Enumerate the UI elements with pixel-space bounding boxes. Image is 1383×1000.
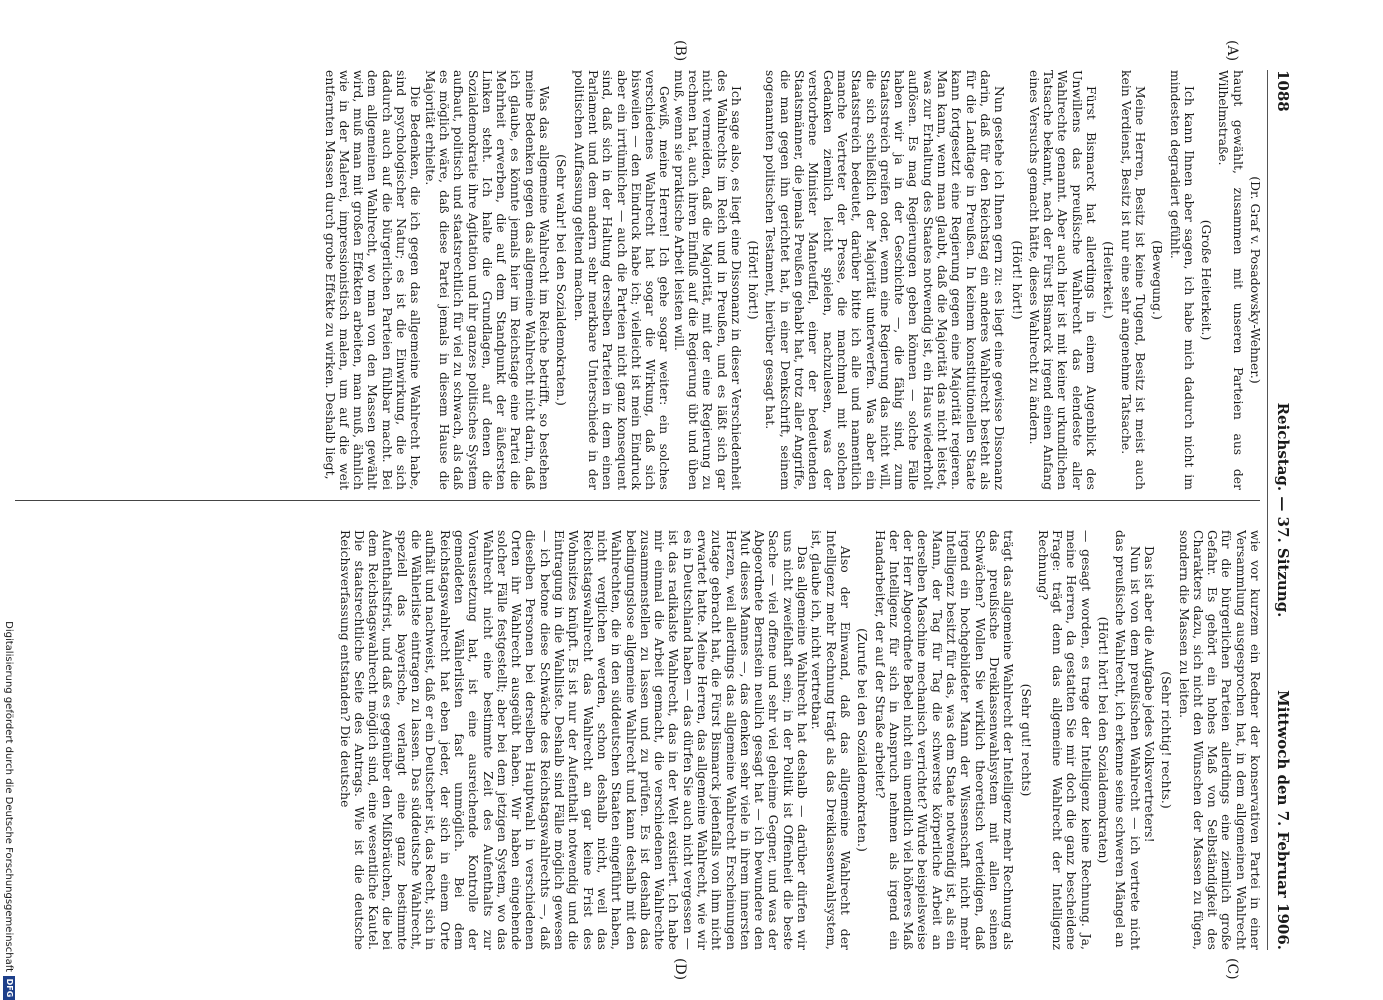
session-title: Reichstag. — 37. Sitzung.: [1274, 402, 1292, 618]
dfg-logo: DFG: [3, 976, 15, 1000]
paragraph: Was das allgemeine Wahlrecht im Reiche betrifft, so bestehen meine Bedenken gegen das allgemeine Wahlrecht nicht darin, daß ich glaube, es könnte jemals hier im Reichstage eine Partei die Mehrheit erwerben, die auf dem Standpunkt der äußersten Linken steht. Ich halte die Grundlagen, auf denen die Sozialdemokratie ihre Agitation und ihr ganzes politisches System aufbaut, politisch und staatsrechtlich für viel zu schwach, als daß es möglich wäre, daß diese Partei jemals in diesem Hause die Majorität erhielte.: [422, 70, 552, 490]
reaction: (Hört! hört!): [746, 240, 761, 320]
reaction: (Heiterkeit.): [1101, 241, 1116, 319]
credit-text: Digitalisierung gefördert durch die Deutsche Forschungsgemeinschaft: [3, 621, 14, 972]
reaction: (Hört! hört! bei den Sozialdemokraten): [1096, 616, 1111, 864]
margin-marker-d: (D): [672, 958, 688, 981]
page-header: [1270, 70, 1292, 950]
margin-marker-a: (A): [1224, 40, 1240, 62]
page-number: 1088: [1274, 70, 1292, 112]
reaction: (Sehr gut! rechts): [1018, 683, 1033, 797]
digitization-credit: [0, 0, 16, 1000]
reaction: (Große Heiterkeit.): [1199, 219, 1214, 341]
paragraph: Ich kann Ihnen aber sagen, ich habe mich dadurch nicht im mindesten degradiert gefühlt.: [1167, 70, 1196, 490]
speaker-name: (Dr. Graf v. Posadowsky-Wehner.): [1248, 176, 1262, 384]
paragraph: Die Bedenken, die ich gegen das allgemeine Wahlrecht habe, sind psychologischer Natur; es ist die Einwirkung, die sich dadurch auch auf die bürgerlichen Parteien fühlbar macht. Bei dem allgemeinen Wahlrecht, wo man von den Massen gewählt wird, muß man mit großen Effekten arbeiten, man muß, ähnlich wie in der Malerei, impressionistisch malen, um auf die weit entfernten Massen durch grobe Effekte zu wirken. Deshalb liegt,: [322, 70, 423, 490]
reaction: (Sehr richtig! rechts.): [1159, 671, 1174, 809]
paragraph: Fürst Bismarck hat allerdings in einem Augenblick des Unwillens das preußische Wahlrecht das elendeste aller Wahlrechte genannt. Aber auch hier ist mit keiner urkundlichen Tatsache bekannt, nach der Fürst Bismarck irgend einen Anfang eines Versuchs gemacht hätte, dieses Wahlrecht zu ändern.: [1026, 70, 1099, 490]
paragraph: Ich sage also, es liegt eine Dissonanz in dieser Verschiedenheit des Wahlrechts im Reich und in Preußen, und es läßt sich gar nicht vermeiden, daß die Majorität, mit der eine Regierung zu rechnen hat, auch ihren Einfluß auf die Regierung übt und üben muß, wenn sie praktische Arbeit leisten will.: [671, 70, 743, 490]
reaction: (Hört! hört!): [1009, 240, 1024, 320]
paragraph: trägt das allgemeine Wahlrecht der Intelligenz mehr Rechnung als das preußische Dreiklassenwahlsystem mit allen seinen Schwächen? Wollen Sie wirklich theoretisch verteidigen, daß irgend ein hochgebildeter Mann der Wissenschaft nicht mehr Intelligenz besitzt für das, was dem Staate notwendig ist, als ein Mann, der Tag für Tag die schwerste körperliche Arbeit an derselben Maschine mechanisch verrichtet? Würde beispielsweise der Herr Abgeordnete Bebel nicht ein unendlich viel höheres Maß der Intelligenz für sich in Anspruch nehmen als irgend ein Handarbeiter, der auf der Straße arbeitet?: [872, 530, 1016, 950]
paragraph: Nun gestehe ich Ihnen gern zu: es liegt eine gewisse Dissonanz darin, daß für den Reichstag ein anderes Wahlrecht besteht als für die Landtage in Preußen. In keinem konstitutionellen Staate kann fortgesetzt eine Regierung gegen eine Majorität regieren. Man kann, wenn man glaubt, daß die Majorität das nicht leistet, was zur Erhaltung des Staates notwendig ist, ein Haus wiederholt auflösen. Es mag Regierungen geben können — solche Fälle haben wir ja in der Geschichte —, die fähig sind, zum Staatsstreich greifen oder, wenn eine Regierung das nicht will, die sich schließlich der Majorität unterwerfen. Was aber ein Staatsstreich bedeutet, darüber bitte ich alle und namentlich manche Vertreter der Presse, die manchmal mit solchen Gedanken ziemlich leicht spielen, nachzulesen, was der verstorbene Minister Manteuffel, einer der bedeutenden Staatsmänner, die jemals Preußen gehabt hat, trotz aller Angriffe, die man gegen ihn gerichtet hat, in einer Denkschrift, seinem sogenannten politischen Testament, hierüber gesagt hat.: [763, 70, 1007, 490]
column-divider: [15, 500, 1260, 501]
header-rule: [1267, 70, 1268, 950]
right-column: [12, 530, 1262, 950]
paragraph: Nun ist von dem preußischen Wahlrecht — ich vertrete nicht das preußische Wahlrecht, ich erkenne seine schweren Mängel an: [1113, 530, 1142, 950]
reaction: (Bewegung.): [1150, 240, 1165, 320]
reaction: (Zurufe bei den Sozialdemokraten.): [855, 628, 870, 852]
paragraph: Gewiß, meine Herren! Ich gehe sogar weiter: ein solches verschiedenes Wahlrecht hat sogar die Wirkung, daß sich bisweilen — den Eindruck habe ich; vielleicht ist mein Eindruck aber ein irrtümlicher — auch die Parteien nicht ganz konsequent sind, daß sich in der Haltung derselben Parteien in dem einen Parlament und dem andern sehr merkbare Unterschiede in der politischen Auffassung geltend machen.: [571, 70, 672, 490]
paragraph: Also der Einwand, daß das allgemeine Wahlrecht der Intelligenz mehr Rechnung trägt als das Dreiklassenwahlsystem, ist, glaube ich, nicht vertretbar.: [809, 530, 852, 950]
left-column: [12, 70, 1262, 490]
session-date: Mittwoch den 7. Februar 1906.: [1274, 690, 1292, 950]
paragraph: — gesagt worden, es trage der Intelligenz keine Rechnung. Ja, meine Herren, da gestatten Sie mir doch die ganz bescheidene Frage: trägt denn das allgemeine Wahlrecht der Intelligenz Rechnung?: [1035, 530, 1093, 950]
margin-marker-b: (B): [672, 40, 688, 62]
paragraph: Das allgemeine Wahlrecht hat deshalb — darüber dürfen wir uns nicht zweifelhaft sein; in der Politik ist Offenheit die beste Sache — viel offene und sehr viel geheime Gegner, und was der Abgeordnete Bernstein neulich gesagt hat — ich bewundere den Mut dieses Mannes —, das denken sehr viele in ihrem innersten Herzen, weil allerdings das allgemeine Wahlrecht Erscheinungen zutage gebracht hat, die Fürst Bismarck jedenfalls von ihm nicht erwartet hatte. Meine Herren, das allgemeine Wahlrecht, wie wir es in Deutschland haben — das dürfen Sie auch nicht vergessen — ist das radikalste Wahlrecht, das in der Welt existiert. Ich habe mir einmal die Arbeit gemacht, die verschiedenen Wahlrechte zusammenstellen zu lassen und zu prüfen. Es ist deshalb das bedingungslose allgemeine Wahlrecht und kann deshalb mit den Wahlrechten, die in den süddeutschen Staaten eingeführt haben, nicht verglichen werden, schon deshalb nicht, weil das Reichstagswahlrecht das Wahlrecht an gar keine Frist des Wohnsitzes knüpft. Es ist nur der Aufenthalt notwendig und die Eintragung in die Wahlliste. Deshalb sind Fälle möglich gewesen — ich betone diese Schwäche des Reichstagswahlrechts —, daß dieselben Personen bei derselben Hauptwahl in verschiedenen Orten ihr Wahlrecht ausgeübt haben. Wir haben eingehende solcher Fälle festgestellt; aber bei dem jetzigen System, wo das Wahlrecht nicht eine bestimmte Zeit des Aufenthalts zur Voraussetzung hat, ist eine ausreichende Kontrolle der gemeldeten Wählerlisten fast unmöglich. Bei dem Reichstagswahlrecht hat eben jeder, der sich in einem Orte aufhält und nachweist, daß er ein Deutscher ist, das Recht, sich in die Wählerliste eintragen zu lassen. Das süddeutsche Wahlrecht, speziell das bayerische, verlangt eine ganz bestimmte Aufenthaltsfrist, und daß es gegenüber den Mißbräuchen, die bei dem Reichstagswahlrecht möglich sind, eine wesentliche Kautel. Die staatsrechtliche Seite des Antrags. Wie ist die deutsche Reichsverfassung entstanden? Die deutsche: [337, 530, 810, 950]
paragraph: haupt gewählt, zusammen mit unseren Parteien aus der Wilhelmstraße.: [1216, 70, 1245, 490]
reaction: (Sehr wahr! bei den Sozialdemokraten.): [554, 154, 569, 406]
paragraph: Das ist aber die Aufgabe jedes Volksvertreters!: [1141, 546, 1156, 843]
margin-marker-c: (C): [1224, 958, 1240, 980]
paragraph: wie vor kurzem ein Redner der konservativen Partei in einer Versammlung ausgesprochen hat, in dem allgemeinen Wahlrecht für die bürgerlichen Parteien allerdings eine ziemlich große Gefahr. Es gehört ein hohes Maß von Selbständigkeit des Charakters dazu, sich nicht den Wünschen der Massen zu fügen, sondern die Massen zu leiten.: [1176, 530, 1262, 950]
paragraph: Meine Herren, Besitz ist keine Tugend, Besitz ist meist auch kein Verdienst, Besitz ist nur eine sehr angenehme Tatsache.: [1118, 70, 1147, 490]
